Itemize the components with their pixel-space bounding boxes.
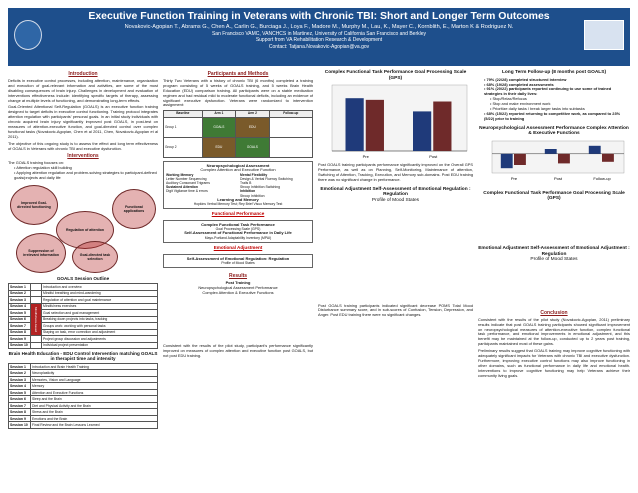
longterm-item: • 91% (20/22) participants reported continuing to use some of trained strategies in their daily lives: (484, 87, 630, 97)
venn-circle-goal-functioning: Improved Goal-directed functioning (10, 185, 58, 225)
conclusion-paragraph-1: Consistent with the results of the pilot study (Novakovic-Agopian, 2011) preliminary results indicate that post GOALS training participants showed significant improvement on neuropsychological measures of attention-executive function, complex functional task performance, and emotional improvements in emotional adjustment, and this benefit may be maintained at the follow-up, conducted up to 2 years post training, participants maintained most of these gains. (478, 316, 630, 347)
results-heading: Results (228, 273, 248, 280)
design-header-arm1: Arm 1 (202, 111, 236, 118)
venn-circle-task-selection: Goal-directed task selection (72, 241, 118, 273)
neuro-left-item: Auditory Consonant Trigrams (166, 180, 210, 185)
table-row (9, 422, 158, 429)
session-number: Session 4 (9, 383, 31, 390)
poster-header (8, 8, 630, 66)
interventions-lead: The GOALS training focuses on: (8, 159, 65, 165)
mpai-label: Mayo-Portland Adaptability Inventory (MPAI) (204, 235, 272, 240)
methods-paragraph: Thirty Two Veterans with a history of chronic TBI (6 months) completed a training program consisting of 5 weeks of GOALS training, and 5 weeks Brain Health Education (EDU) comparison training. All participants were on a stable medication regimen and had residual mild to moderate functional deficits, including an evidence of significant executive dysfunction. Veterans were randomized to intervention assignment: (163, 77, 313, 108)
longterm-item: • 68% (19/28) completed assessments (484, 83, 630, 88)
design-arm-cell: EDU (236, 118, 270, 138)
functional-performance-heading: Functional Performance (211, 211, 265, 217)
intro-paragraph-3: The objective of this ongoing study is to assess the effect and long term effectiveness of GOALS in Veterans with chronic TBI and executive dysfunction. (8, 140, 158, 151)
affiliation-line: San Francisco VAMC, VANCHCS in Martinez, University of California San Francisco and Berkley (211, 31, 427, 37)
neuro-left-item: Sustained Attention (166, 185, 198, 190)
va-seal-logo (14, 20, 42, 50)
chart-bar (501, 154, 513, 168)
chart-bar (558, 154, 570, 164)
session-topic: Breaking down projects into tasks, tracking (42, 316, 158, 323)
conclusion-heading: Conclusion (540, 309, 568, 316)
longterm-subitem: • Stop and make environment work (490, 102, 630, 107)
session-topic: Final Review and the Brain Lessons Learned (31, 422, 158, 429)
session-number: Session 3 (9, 297, 31, 304)
session-topic: Introduction and Brain Health Training (31, 363, 158, 370)
venn-circle-attention-regulation: Regulation of attention (56, 211, 114, 249)
session-number: Session 10 (9, 342, 31, 349)
neuro-left-item: Working Memory (166, 172, 194, 177)
gps-followup-chart-title: Complex Functional Task Performance Goal Processing Scale (GPS) (483, 190, 625, 202)
session-number: Session 1 (9, 363, 31, 370)
longterm-subitem: • Stop/Relax/Refocus (490, 97, 630, 102)
neuro-right-item: Inhibition (240, 189, 256, 194)
session-number: Session 9 (9, 415, 31, 422)
session-number: Session 4 (9, 303, 31, 310)
session-number: Session 5 (9, 310, 31, 317)
self-assessment-label: Self-Assessment of Functional Performance in Daily Life (184, 230, 292, 236)
neuro-right-item: Trails B (240, 180, 252, 185)
brain-health-heading: Brain Health Education - EDU Control Intervention matching GOALS in therapist time and intensity (8, 351, 158, 361)
session-topic: Attention and Executive Functions (31, 389, 158, 396)
column-methods (163, 70, 313, 361)
session-number: Session 2 (9, 290, 31, 297)
session-number: Session 10 (9, 422, 31, 429)
design-arm-cell: GOALS (236, 138, 270, 158)
emotion-regulation-label: Self-Assessment of Emotional Regulation: Regulation (186, 255, 290, 261)
longterm-list (484, 78, 630, 122)
institution-logo (584, 20, 624, 50)
learning-memory-text: Hopkins Verbal Memory Test; Rey Brief Visuo Memory Test (193, 201, 283, 206)
intro-heading: Introduction (68, 71, 98, 77)
study-design-table (163, 110, 313, 158)
neuro-assessment-box (163, 161, 313, 209)
results-subheading: Post Training (225, 280, 251, 286)
session-topic: Sleep and the Brain (31, 396, 158, 403)
interventions-heading: Interventions (67, 152, 99, 159)
results-chart-placeholder (163, 296, 313, 344)
chart-bar (413, 112, 431, 152)
methods-heading: Participants and Methods (207, 71, 269, 77)
session-number: Session 7 (9, 402, 31, 409)
session-number: Session 5 (9, 389, 31, 396)
intro-paragraph-1: Deficits in executive control processes, including attention, maintenance, organization and execution of goal-relevant information and activities, are some of the most disabling consequences of brain injury. Challenges in development and evaluation of interventions effectiveness include: identifying specific targets of therapy, assessing change at multiple levels of functioning, and demonstrating long-term effects. (8, 77, 158, 103)
learning-memory-heading: Learning and Memory (217, 196, 259, 202)
session-number: Session 9 (9, 336, 31, 343)
session-group-label: Mindfulness-based (31, 303, 42, 336)
session-number: Session 8 (9, 409, 31, 416)
emotional-adjustment-box (163, 254, 313, 268)
neuro-right-item: Stroop Inhibition (240, 193, 265, 198)
column-results (318, 70, 473, 320)
session-topic: Mindful breathing and mind-wandering (42, 290, 158, 297)
design-header-followup: Follow-up (269, 111, 312, 118)
brain-health-table (8, 363, 158, 429)
design-group-2: Group 2 (164, 138, 203, 158)
results-paragraph: Consistent with the results of the pilot study, participant's performance significantly improved on measures of complex attention and executive function post GOALS, but not post EDU training. (163, 342, 313, 358)
longterm-item: • 79% (22/28) completed structured interview (484, 78, 630, 83)
results-measure-b: Complex Attention & Executive Functions (202, 289, 274, 295)
session-topic: Regulation of attention and goal maintenance (42, 297, 158, 304)
longterm-heading: Long Term Follow-up (8 months post GOALS) (501, 70, 607, 75)
design-header-arm2: Arm 2 (236, 111, 270, 118)
conclusion-paragraph-2: Preliminary results suggest that GOALS training may improve cognitive functioning with adequately significant impacts for Veterans with chronic TBI and executive dysfunction. Furthermore, improving executive control functions may also improve functioning in other domains, such as functional performance in daily life and emotional health. Interventions to improve cognitive functioning may help Veterans achieve their community living goals. (478, 348, 630, 378)
design-followup-cell (269, 118, 312, 138)
chart-category-label: Post (553, 175, 563, 181)
design-header-baseline: Baseline (164, 111, 203, 118)
design-arm-cell: GOALS (202, 118, 236, 138)
session-topic: Groups work: working with personal tasks (42, 323, 158, 330)
session-number: Session 6 (9, 316, 31, 323)
functional-task-label: Complex Functional Task Performance (201, 222, 275, 228)
session-number: Session 3 (9, 376, 31, 383)
venn-circle-functional-applications: Functional applications (112, 189, 156, 229)
neuro-assessment-subheading: Complex Attention and Executive Function (200, 167, 276, 173)
session-topic: Staying on task, error correction and adjustment (42, 329, 158, 336)
session-outline-table (8, 283, 158, 349)
session-topic: Memory (31, 383, 158, 390)
column-introduction (8, 70, 158, 429)
emotional-chart-title: Emotional Adjustment Self-Assessment of Emotional Regulation : Regulation (320, 186, 471, 198)
goals-venn-diagram (8, 183, 158, 275)
neuro-right-item: Stroop Inhibition Switching (240, 185, 280, 190)
column-followup (478, 70, 630, 381)
chart-category-label: Follow-up (593, 175, 611, 181)
longterm-subitem: • Prioritize daily tasks / break larger tasks into subtasks (490, 107, 630, 112)
emotional-chart-subtitle: Profile of Mood States (371, 197, 420, 203)
session-topic: Individual project presentation (42, 342, 158, 349)
intro-paragraph-2: Goal-Oriented Attentional Self-Regulation (GOALS) is an executive function training designed to target deficits in executive control functioning. Training protocol integrates attention regulation with participants' personal goals. In an initial study individuals with chronic acquired brain injury significantly improved post GOALS, in post-test on measures of attention-executive function, and goal-directed control over complex functional tasks (Novakovic-Agopian, Chen et al 2011, Chen, Novakovic-Agopian et al 2011). (8, 104, 158, 139)
interventions-item: • Applying attention regulation and problem-solving strategies to participant-defined goals/projects and daily life (14, 171, 158, 181)
interventions-item: • Attention regulation skill building (14, 166, 158, 171)
chart-bar (589, 146, 601, 154)
cft-paragraph: Post GOALS training participants performance significantly improved on the Overall GPS Performance, as well as on Planning, Self-Monitoring, Maintenance of attention, Switching of Attention, Tracking, Execution, and Memory sub-domains. Post EDU training there was no significant change in performance. (318, 162, 473, 182)
session-number: Session 8 (9, 329, 31, 336)
session-outline-heading: GOALS Session Outline (56, 276, 110, 282)
gps-followup-chart-area (478, 202, 630, 246)
chart-category-label: Pre (510, 175, 518, 181)
neuro-assessment-heading: Neuropsychological Assessment (206, 163, 270, 169)
neuro-right-item: Design & Verbal Fluency Switching (240, 176, 293, 181)
session-number: Session 6 (9, 396, 31, 403)
session-number: Session 7 (9, 323, 31, 330)
cft-bar-chart (318, 81, 473, 161)
results-measure-a: Neuropsychological Assessment Performance (198, 285, 278, 291)
neuro-followup-chart-title: Neuropsychological Assessment Performance Complex Attention & Executive Functions (479, 125, 629, 137)
session-topic: Neuroplasticity (31, 370, 158, 377)
emotional-followup-chart-title: Emotional Adjustment Self-Assessment of Emotional Adjustment : Regulation (478, 246, 630, 257)
session-topic: Stress and the Brain (31, 409, 158, 416)
emotional-paragraph: Post GOALS training participants indicated significant decrease POMS Total Mood Disturbance summary score, and in sub-scores of Confusion, Tension, Depression, and Anger. Post EDU training there were no significant changes. (318, 302, 473, 318)
session-topic: Diet and Physical Activity and the Brain (31, 402, 158, 409)
session-group-spacer (31, 342, 42, 349)
funding-line: Support from VA Rehabilitation Research & Development (255, 37, 383, 44)
design-group-1: Group 1 (164, 118, 203, 138)
neuro-right-item: Mental Flexibility (240, 172, 268, 177)
chart-category-label: Pre (362, 154, 369, 160)
cft-chart-title: Complex Functional Task Performance Goal Processing Scale (GPS) (324, 70, 467, 81)
functional-performance-box (163, 220, 313, 243)
interventions-list (14, 166, 158, 181)
table-row (9, 342, 158, 349)
chart-bar (346, 98, 364, 151)
venn-circle-suppression: Suppression of irrelevant information (16, 233, 66, 273)
neuro-left-item: Letter Number Sequencing (166, 176, 207, 181)
session-number: Session 2 (9, 370, 31, 377)
chart-category-label: Post (429, 154, 438, 160)
gps-label: Goal Processing Scale (GPS) (215, 227, 261, 232)
chart-bar (433, 102, 451, 152)
session-topic: Introduction and overview (42, 284, 158, 291)
contact-line: Contact: Tatjana.Novakovic-Agopian@va.gov (268, 43, 370, 50)
emotional-chart-area (318, 204, 473, 304)
design-arm-cell: EDU (202, 138, 236, 158)
poster-title: Executive Function Training in Veterans with Chronic TBI: Short and Longer Term Outcomes (88, 10, 550, 22)
emotional-adjustment-heading: Emotional Adjustment (213, 244, 263, 250)
session-number: Session 1 (9, 284, 31, 291)
session-topic: Project group discussion and adjustments (42, 336, 158, 343)
session-topic: Mindfulness exercises (42, 303, 158, 310)
longterm-item: • 68% (15/22) reported returning to competitive work, as compared to 23% (5/22) prior to training (484, 112, 630, 122)
session-topic: Emotions and the Brain (31, 415, 158, 422)
neuro-followup-bar-chart (478, 137, 630, 183)
chart-bar (514, 154, 526, 165)
emotional-followup-chart-subtitle: Profile of Mood States (530, 257, 578, 263)
neuro-left-item: Digit Vigilance time & errors (166, 189, 208, 194)
emotional-followup-chart-area (478, 263, 630, 309)
chart-bar (602, 154, 614, 162)
session-topic: Goal selection and goal management (42, 310, 158, 317)
session-topic: Memories, Vision and Language (31, 376, 158, 383)
chart-bar (545, 149, 557, 154)
chart-bar (366, 100, 384, 151)
poms-label: Profile of Mood States (221, 261, 255, 265)
design-followup-cell (269, 138, 312, 158)
author-list: Novakovic-Agopian T., Abrams G., Chen A., Carlin G., Burciaga J., Loya F., Madore M., Murphy M., Lau, K., Mayer C., Kornblith, E., Marton K & Rodriguez N. (124, 24, 514, 30)
